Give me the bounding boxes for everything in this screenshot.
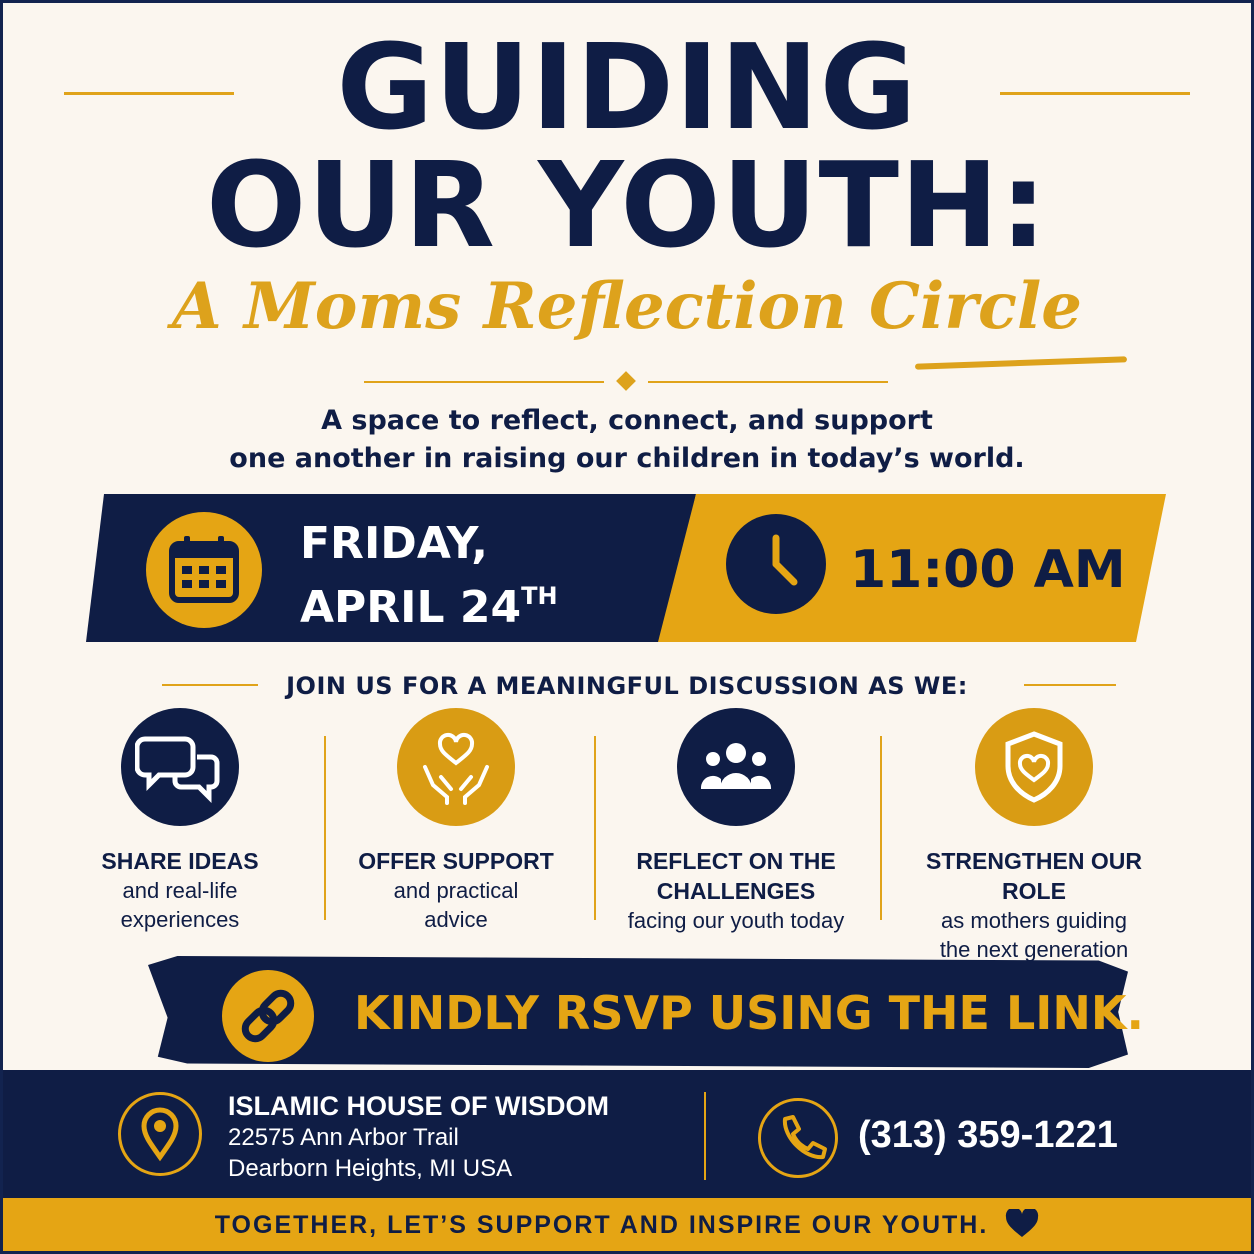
- divider-left: [364, 381, 604, 383]
- calendar-icon: [146, 512, 262, 628]
- tagline-text: TOGETHER, LET’S SUPPORT AND INSPIRE OUR YOUTH.: [214, 1211, 989, 1239]
- feature-title: OFFER SUPPORT: [358, 848, 554, 874]
- location: [228, 1090, 609, 1184]
- event-date-line: [300, 570, 558, 634]
- event-date: [300, 518, 558, 634]
- feature-title: SHARE IDEAS: [101, 848, 259, 874]
- heart-icon: [997, 1211, 1039, 1239]
- feature-desc-1: and real-life: [122, 878, 238, 903]
- subtitle: [0, 402, 1254, 478]
- feature-desc-2: experiences: [120, 907, 240, 932]
- feature-separator: [594, 736, 596, 920]
- feature-desc-2: the next generation: [939, 937, 1129, 962]
- location-street: 22575 Ann Arbor Trail: [228, 1124, 459, 1151]
- phone-number[interactable]: (313) 359-1221: [858, 1114, 1118, 1156]
- feature-strengthen: [899, 708, 1169, 964]
- divider-right: [648, 381, 888, 383]
- event-day: FRIDAY,: [300, 518, 488, 569]
- location-name: ISLAMIC HOUSE OF WISDOM: [228, 1091, 609, 1121]
- title-line-2: OUR YOUTH:: [206, 136, 1048, 274]
- title-line-1: GUIDING: [336, 18, 918, 156]
- feature-desc-1: as mothers guiding: [941, 908, 1127, 933]
- feature-offer-support: [321, 708, 591, 934]
- map-pin-icon: [118, 1092, 202, 1176]
- event-time: 11:00 AM: [850, 540, 1126, 600]
- feature-desc-1: and practical: [393, 878, 519, 903]
- feature-reflect: [601, 708, 871, 935]
- rsvp-link-text[interactable]: KINDLY RSVP USING THE LINK.: [354, 986, 1145, 1040]
- footer-separator: [704, 1092, 706, 1180]
- feature-desc-2: advice: [424, 907, 488, 932]
- feature-share-ideas: [45, 708, 315, 934]
- feature-separator: [880, 736, 882, 920]
- join-rule-right: [1024, 684, 1116, 686]
- feature-title: STRENGTHEN OUR ROLE: [926, 848, 1142, 904]
- location-city: Dearborn Heights, MI USA: [228, 1155, 513, 1182]
- hands-heart-icon: [397, 708, 515, 826]
- join-heading: JOIN US FOR A MEANINGFUL DISCUSSION AS WE:: [286, 672, 968, 700]
- phone-icon: [758, 1098, 838, 1178]
- chat-bubbles-icon: [121, 708, 239, 826]
- event-date-suffix: TH: [521, 582, 558, 610]
- tagline: [0, 1209, 1254, 1240]
- shield-heart-icon: [975, 708, 1093, 826]
- group-icon: [677, 708, 795, 826]
- feature-desc-1: facing our youth today: [627, 908, 845, 933]
- title-script: A Moms Reflection Circle: [172, 269, 1082, 344]
- feature-title-2: CHALLENGES: [656, 878, 816, 904]
- subtitle-line-2: one another in raising our children in today’s world.: [229, 443, 1025, 474]
- clock-icon: [726, 514, 826, 614]
- link-icon[interactable]: [222, 970, 314, 1062]
- feature-title: REFLECT ON THE: [636, 848, 836, 874]
- event-date-value: APRIL 24: [300, 582, 522, 633]
- subtitle-line-1: A space to reflect, connect, and support: [321, 405, 933, 436]
